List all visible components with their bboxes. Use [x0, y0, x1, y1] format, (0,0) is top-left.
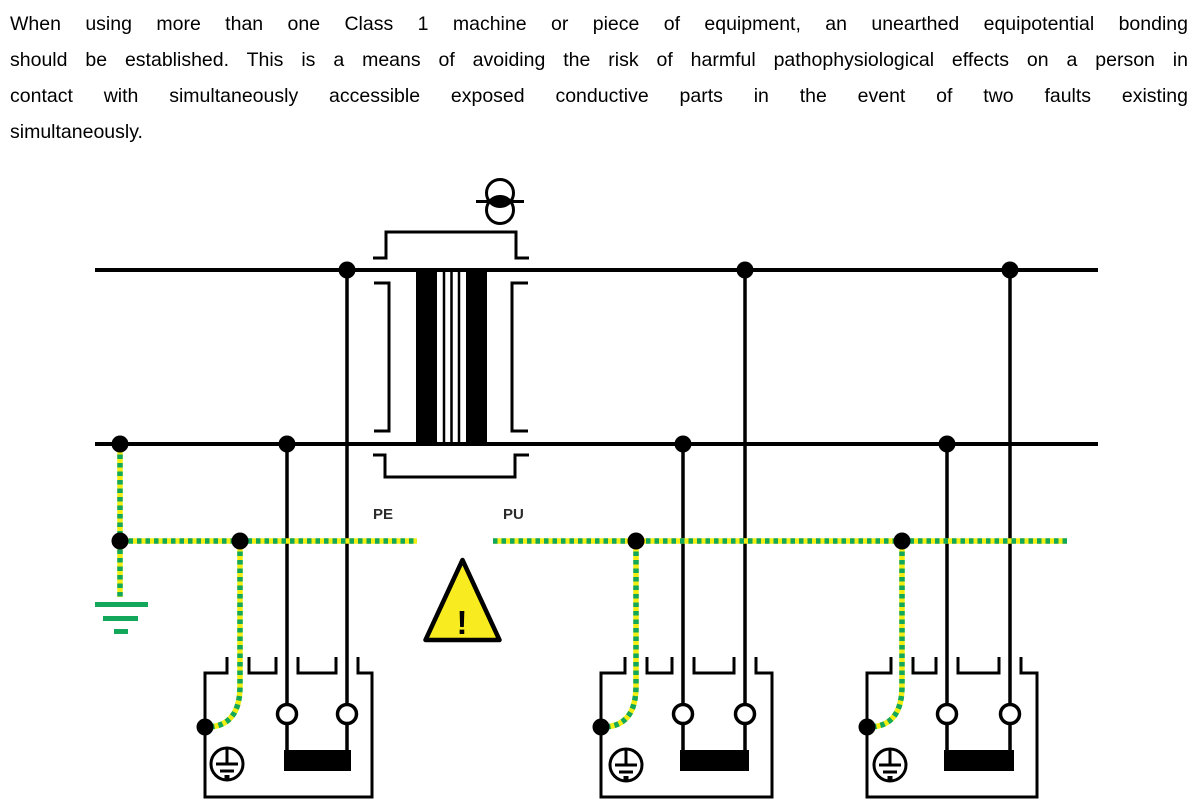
protective-earth-icon	[610, 749, 642, 781]
junction-dot	[894, 533, 911, 550]
transformer-winding-right	[466, 268, 487, 446]
transformer-bracket-right	[512, 283, 528, 431]
bonding-wire-machine-3-drop	[870, 543, 902, 727]
text-line: should be established. This is a means of avoiding the risk of harmful pathophysiological effects on a person in	[10, 49, 1188, 71]
transformer-bracket-bottom	[373, 455, 529, 477]
machine-3-conductors	[947, 270, 1010, 705]
junction-dot	[232, 533, 249, 550]
terminal-leads	[947, 724, 1010, 752]
pe-bonding-conductor	[120, 446, 1067, 727]
junction-dot	[279, 436, 296, 453]
protective-earth-icon	[874, 749, 906, 781]
isolating-transformer	[373, 180, 529, 524]
junction-dot	[339, 262, 356, 279]
junction-dot	[737, 262, 754, 279]
protective-earth-icon	[211, 748, 243, 780]
load-element	[284, 750, 351, 771]
terminal-contact	[278, 705, 297, 724]
junction-dot	[112, 533, 129, 550]
terminal-contact	[736, 705, 755, 724]
machine-2-conductors	[683, 270, 745, 705]
junction-dot	[939, 436, 956, 453]
terminal-contact	[338, 705, 357, 724]
bonding-dash-machine-1-drop	[208, 543, 240, 727]
terminal-contact	[938, 705, 957, 724]
junction-dot	[628, 533, 645, 550]
transformer-bracket-top	[373, 232, 529, 258]
earth-electrode-icon	[95, 605, 148, 632]
transformer-winding-left	[416, 268, 437, 446]
junction-dot	[112, 436, 129, 453]
pe-label: PE	[373, 506, 394, 523]
bonding-dash-machine-2-drop	[604, 543, 636, 727]
load-element	[680, 750, 749, 771]
terminal-leads	[683, 724, 745, 752]
transformer-core	[444, 268, 459, 446]
bonding-wire-machine-2-drop	[604, 543, 636, 727]
warning-exclamation: !	[456, 604, 468, 641]
transformer-symbol-icon	[476, 180, 524, 224]
junction-dot	[675, 436, 692, 453]
bonding-wire-machine-1-drop	[208, 543, 240, 727]
junction-dot	[593, 719, 610, 736]
load-element	[944, 750, 1014, 771]
terminal-leads	[287, 724, 347, 752]
terminal-contact	[674, 705, 693, 724]
transformer-bracket-left	[374, 283, 389, 431]
machine-1-conductors	[287, 270, 347, 705]
text-line: contact with simultaneously accessible exposed conductive parts in the event of two faults existing	[10, 85, 1188, 107]
junction-dot	[197, 719, 214, 736]
text-line: simultaneously.	[10, 121, 143, 143]
junction-dot	[1002, 262, 1019, 279]
junction-dot	[859, 719, 876, 736]
terminal-contact	[1001, 705, 1020, 724]
bonding-dash-machine-3-drop	[870, 543, 902, 727]
pu-label: PU	[503, 506, 524, 523]
text-line: When using more than one Class 1 machine or piece of equipment, an unearthed equipotential bonding	[10, 13, 1188, 35]
warning-triangle-icon	[426, 560, 500, 641]
